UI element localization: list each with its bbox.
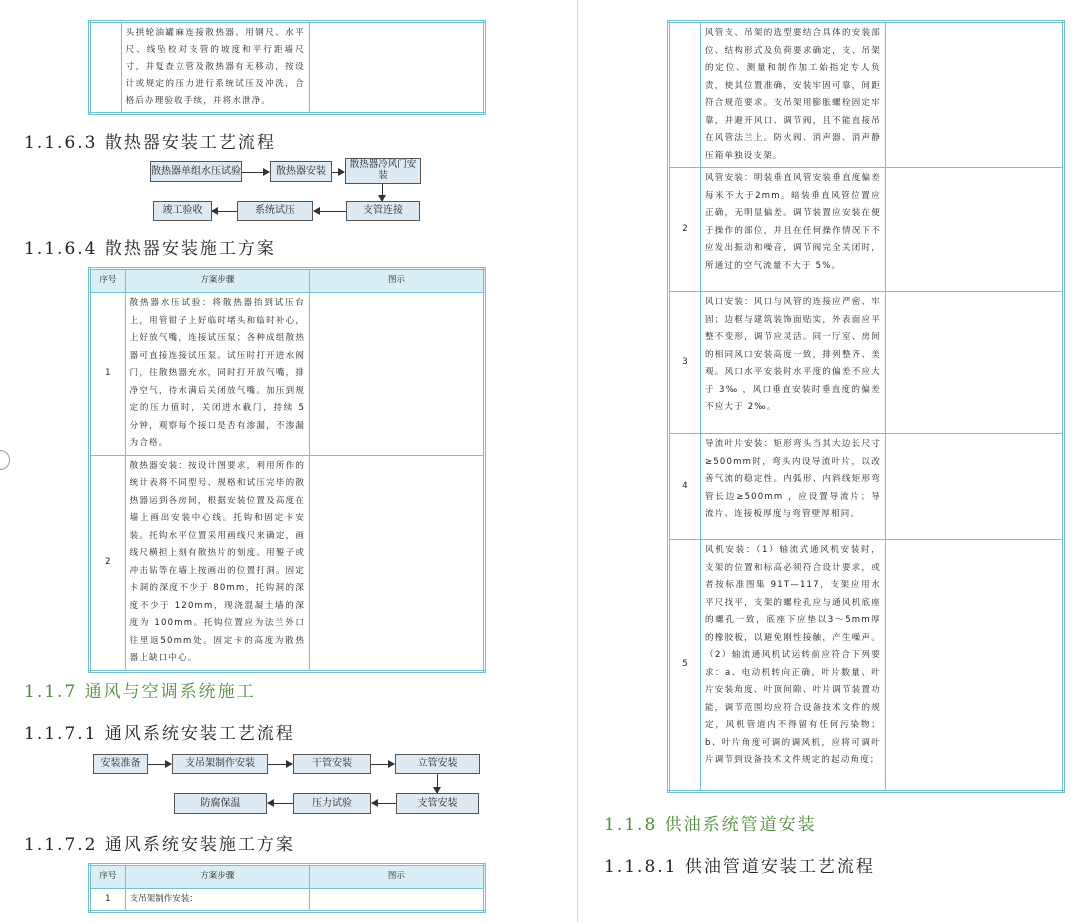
flow-box-preparation: 安装准备 bbox=[93, 754, 148, 774]
right-page bbox=[586, 0, 1080, 922]
row-text: 风机安装：（1）轴流式通风机安装时，支架的位置和标高必须符合设计要求，或者按标准图集 91T—117，支架应用水平尺找平，支架的螺栓孔应与通风机底座的螺孔一致，底座下应垫以3～5mm厚的橡胶板，以避免刚性接触，产生噪声。（2）轴流通风机试运转前应符合下列要求：a、电动机转向正确，叶片数量、叶片安装角度、叶顶间隙、叶片调节装置功能，调节范围均应符合设备技术文件的规定，风机管道内不得留有任何污染物；b、叶片角度可调的调风机，应将可调叶片调节到设备技术文件规定的起动角度； bbox=[701, 540, 886, 792]
flow-arrow bbox=[371, 764, 394, 765]
table-header: 图示 bbox=[310, 269, 485, 293]
table-row bbox=[90, 888, 485, 912]
row-figure bbox=[310, 455, 485, 671]
heading-1171: 1.1.7.1 通风系统安装工艺流程 bbox=[24, 724, 295, 744]
flow-box-branch: 支管安装 bbox=[396, 793, 479, 814]
flow-arrow bbox=[148, 764, 171, 765]
ventilation-plan-table bbox=[88, 863, 486, 913]
heading-117: 1.1.7 通风与空调系统施工 bbox=[24, 682, 256, 702]
row-text: 散热器水压试验：将散热器抬到试压台上，用管钳子上好临时堵头和临时补心，上好放气嘴，连接试压泵；各种成组散热器可直接连接试压泵。试压时打开进水阀门，往散热器充水，同时打开放气嘴，排净空气，待水满后关闭放气嘴。加压到规定的压力值时，关闭进水截门，持续 5 分钟，观察每个接口是否有渗漏，不渗漏为合格。 bbox=[125, 293, 309, 456]
table-header: 序号 bbox=[90, 865, 126, 889]
heading-118: 1.1.8 供油系统管道安装 bbox=[604, 815, 817, 835]
row-text: 风管支、吊架的选型要结合具体的安装部位、结构形式及负荷要求确定，支、吊架的定位、测量和制作加工始指定专人负责，使其位置准确，安装牢固可靠，间距符合规范要求。支吊架用膨胀螺栓固定牢靠，并避开风口、调节阀，且不能直接吊在风管法兰上。防火阀、消声器、消声静压箱单独设支架。 bbox=[701, 22, 886, 168]
flow-arrow bbox=[314, 211, 346, 212]
flow-box-riser: 立管安装 bbox=[395, 754, 480, 774]
ventilation-plan-table-continued bbox=[667, 20, 1065, 793]
table-cell-figure bbox=[309, 22, 484, 114]
flow-box-final-acceptance: 竣工验收 bbox=[153, 201, 212, 221]
flow-box-pressure-test: 散热器单组水压试验 bbox=[150, 161, 242, 182]
heading-1163: 1.1.6.3 散热器安装工艺流程 bbox=[24, 133, 276, 153]
row-number: 5 bbox=[669, 540, 701, 792]
table-row bbox=[90, 293, 485, 456]
flow-box-branch-connect: 支管连接 bbox=[346, 201, 420, 221]
flow-box-pressure-test: 压力试验 bbox=[293, 793, 371, 814]
row-figure bbox=[309, 888, 484, 912]
row-number: 4 bbox=[669, 434, 701, 540]
table-row bbox=[669, 22, 1064, 168]
row-figure bbox=[886, 22, 1064, 168]
top-continuation-table bbox=[88, 20, 486, 115]
flow-box-system-pressure: 系统试压 bbox=[237, 201, 313, 221]
flow-box-air-valve: 散热器冷风门安装 bbox=[345, 158, 421, 184]
table-header: 序号 bbox=[90, 269, 126, 293]
flow-box-anticorrosion: 防腐保温 bbox=[174, 793, 267, 814]
flow-arrow bbox=[268, 803, 293, 804]
table-header: 方案步骤 bbox=[125, 269, 309, 293]
page-divider bbox=[577, 0, 578, 922]
row-figure bbox=[886, 540, 1064, 792]
flow-box-support-install: 支吊架制作安装 bbox=[172, 754, 268, 774]
radiator-plan-table bbox=[88, 267, 486, 673]
row-number: 1 bbox=[90, 293, 126, 456]
table-header: 方案步骤 bbox=[125, 865, 309, 889]
row-figure bbox=[886, 168, 1064, 292]
flow-box-main-pipe: 干管安装 bbox=[293, 754, 371, 774]
row-number: 1 bbox=[90, 888, 126, 912]
row-figure bbox=[886, 292, 1064, 434]
row-text: 支吊架制作安装： bbox=[125, 888, 309, 912]
row-text: 散热器安装：按设计图要求，利用所作的统计表将不同型号、规格和试压完毕的散热器运到各房间，根据安装位置及高度在墙上画出安装中心线。托钩和固定卡安装。托钩水平位置采用画线尺来确定，画线尺横担上刻有散热片的刻度。用錾子或冲击钻等在墙上按画出的位置打洞。固定卡洞的深度不少于 80mm，托钩洞的深度不少于 120mm，现浇混凝土墙的深度为 100mm。托钩位置应为法兰外口往里返50mm处。固定卡的高度为散热器上缺口中心。 bbox=[125, 455, 309, 671]
row-text: 导流叶片安装：矩形弯头当其大边长尺寸≥500mm时，弯头内设导流叶片，以改善气流的稳定性。内弧形、内斜线矩形弯管长边≥500mm ，应设置导流片；导流片、连接板厚度与弯管壁厚相同。 bbox=[701, 434, 886, 540]
heading-1181: 1.1.8.1 供油管道安装工艺流程 bbox=[604, 857, 875, 877]
row-number: 3 bbox=[669, 292, 701, 434]
table-header: 图示 bbox=[309, 865, 484, 889]
page-nav-handle[interactable] bbox=[0, 450, 10, 470]
table-cell-text: 头拱轮油罐麻连接散热器。用钢尺、水平尺、线坠校对支管的坡度和平行距墙尺寸，并复查立管及散热器有无移动，按设计或规定的压力进行系统试压及冲洗，合格后办理验收手续，并将水泄净。 bbox=[121, 22, 309, 114]
flow-arrow bbox=[212, 211, 237, 212]
flow-arrow bbox=[242, 172, 269, 173]
row-number: 2 bbox=[669, 168, 701, 292]
row-text: 风口安装：风口与风管的连接应严密、牢固；边框与建筑装饰面贴实，外表面应平整不变形，调节应灵活。同一厅室、房间的相同风口安装高度一致，排列整齐、美观。风口水平安装时水平度的偏差不应大于 3‰ ，风口垂直安装时垂直度的偏差不应大于 2‰。 bbox=[701, 292, 886, 434]
flow-arrow bbox=[372, 803, 396, 804]
flow-arrow-down bbox=[382, 184, 383, 201]
row-number: 2 bbox=[90, 455, 126, 671]
row-figure bbox=[310, 293, 485, 456]
flow-arrow bbox=[268, 764, 292, 765]
heading-1164: 1.1.6.4 散热器安装施工方案 bbox=[24, 239, 276, 259]
flow-arrow-down bbox=[437, 774, 438, 793]
table-row bbox=[669, 292, 1064, 434]
table-row bbox=[669, 434, 1064, 540]
table-row bbox=[669, 168, 1064, 292]
flow-arrow bbox=[332, 172, 344, 173]
flow-box-radiator-install: 散热器安装 bbox=[270, 161, 332, 182]
heading-1172: 1.1.7.2 通风系统安装施工方案 bbox=[24, 835, 295, 855]
row-text: 风管安装：明装垂直风管安装垂直度偏差每米不大于2mm。暗装垂直风管位置应正确，无明显偏差。调节装置应安装在便于操作的部位，并且在任何操作情况下不应发出振动和噪音，调节阀完全关闭时，所通过的空气流量不大于 5%。 bbox=[701, 168, 886, 292]
row-figure bbox=[886, 434, 1064, 540]
table-row bbox=[669, 540, 1064, 792]
row-number bbox=[669, 22, 701, 168]
table-row bbox=[90, 455, 485, 671]
